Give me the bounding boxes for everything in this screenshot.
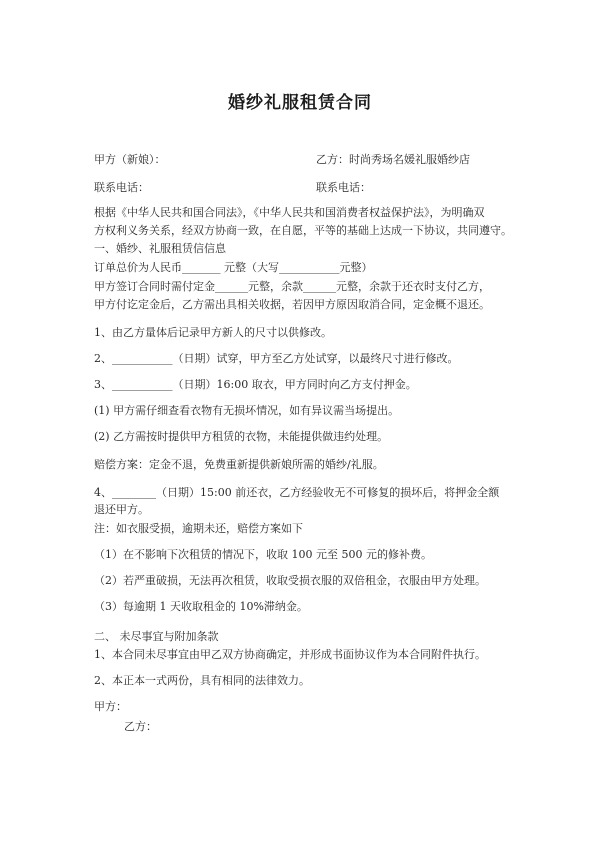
clause-3-sub-2: (2) 乙方需按时提供甲方租赁的衣物，未能提供做违约处理。 [94, 430, 389, 443]
damage-note: 注：如衣服受损，逾期未还，赔偿方案如下 [94, 522, 303, 535]
clause-1: 1、由乙方量体后记录甲方新人的尺寸以供修改。 [94, 326, 332, 339]
deposit-line-1: 甲方签订合同时需付定金______元整，余款______元整，余款于还衣时支付乙方， [94, 280, 490, 293]
clause-4-line-2: 退还甲方。 [94, 503, 149, 516]
section-2-heading: 二、 未尽事宜与附加条款 [94, 630, 219, 643]
damage-note-3: （3）每逾期 1 天收取租金的 10%滞纳金。 [94, 600, 308, 613]
deposit-line-2: 甲方付讫定金后，乙方需出具相关收据，若因甲方原因取消合同，定金概不退还。 [94, 298, 490, 311]
order-total: 订单总价为人民币_______ 元整（大写___________元整） [94, 261, 373, 274]
phone-b-label: 联系电话： [316, 181, 371, 194]
document-title: 婚纱礼服租赁合同 [228, 93, 372, 113]
signature-party-b: 乙方： [124, 720, 157, 733]
extra-clause-1: 1、本合同未尽事宜由甲乙双方协商确定，并形成书面协议作为本合同附件执行。 [94, 648, 486, 661]
clause-3-sub-1: (1) 甲方需仔细查看衣物有无损坏情况，如有异议需当场提出。 [94, 404, 400, 417]
extra-clause-2: 2、本正本一式两份，具有相同的法律效力。 [94, 674, 310, 687]
clause-2: 2、___________（日期）试穿，甲方至乙方处试穿，以最终尺寸进行修改。 [94, 352, 459, 365]
intro-line-2: 方权利义务关系，经双方协商一致，在自愿，平等的基础上达成一下协议，共同遵守。 [94, 224, 512, 237]
clause-4-line-1: 4、________（日期）15:00 前还衣，乙方经验收无不可修复的损坏后，将押金全额 [94, 486, 500, 499]
section-1-heading: 一、婚纱、礼服租赁信信息 [94, 242, 226, 255]
party-a-label: 甲方（新娘）： [94, 153, 166, 166]
clause-3: 3、___________（日期）16:00 取衣，甲方同时向乙方支付押金。 [94, 378, 417, 391]
compensation-plan: 赔偿方案：定金不退，免费重新提供新娘所需的婚纱/礼服。 [94, 458, 384, 471]
signature-party-a: 甲方： [94, 700, 127, 713]
damage-note-2: （2）若严重破损，无法再次租赁，收取受损衣服的双倍租金，衣服由甲方处理。 [94, 574, 486, 587]
phone-a-label: 联系电话： [94, 181, 149, 194]
damage-note-1: （1）在不影响下次租赁的情况下，收取 100 元至 500 元的修补费。 [94, 548, 432, 561]
party-b-label: 乙方：时尚秀场名媛礼服婚纱店 [316, 153, 470, 166]
intro-line-1: 根据《中华人民共和国合同法》，《中华人民共和国消费者权益保护法》，为明确双 [94, 206, 485, 219]
